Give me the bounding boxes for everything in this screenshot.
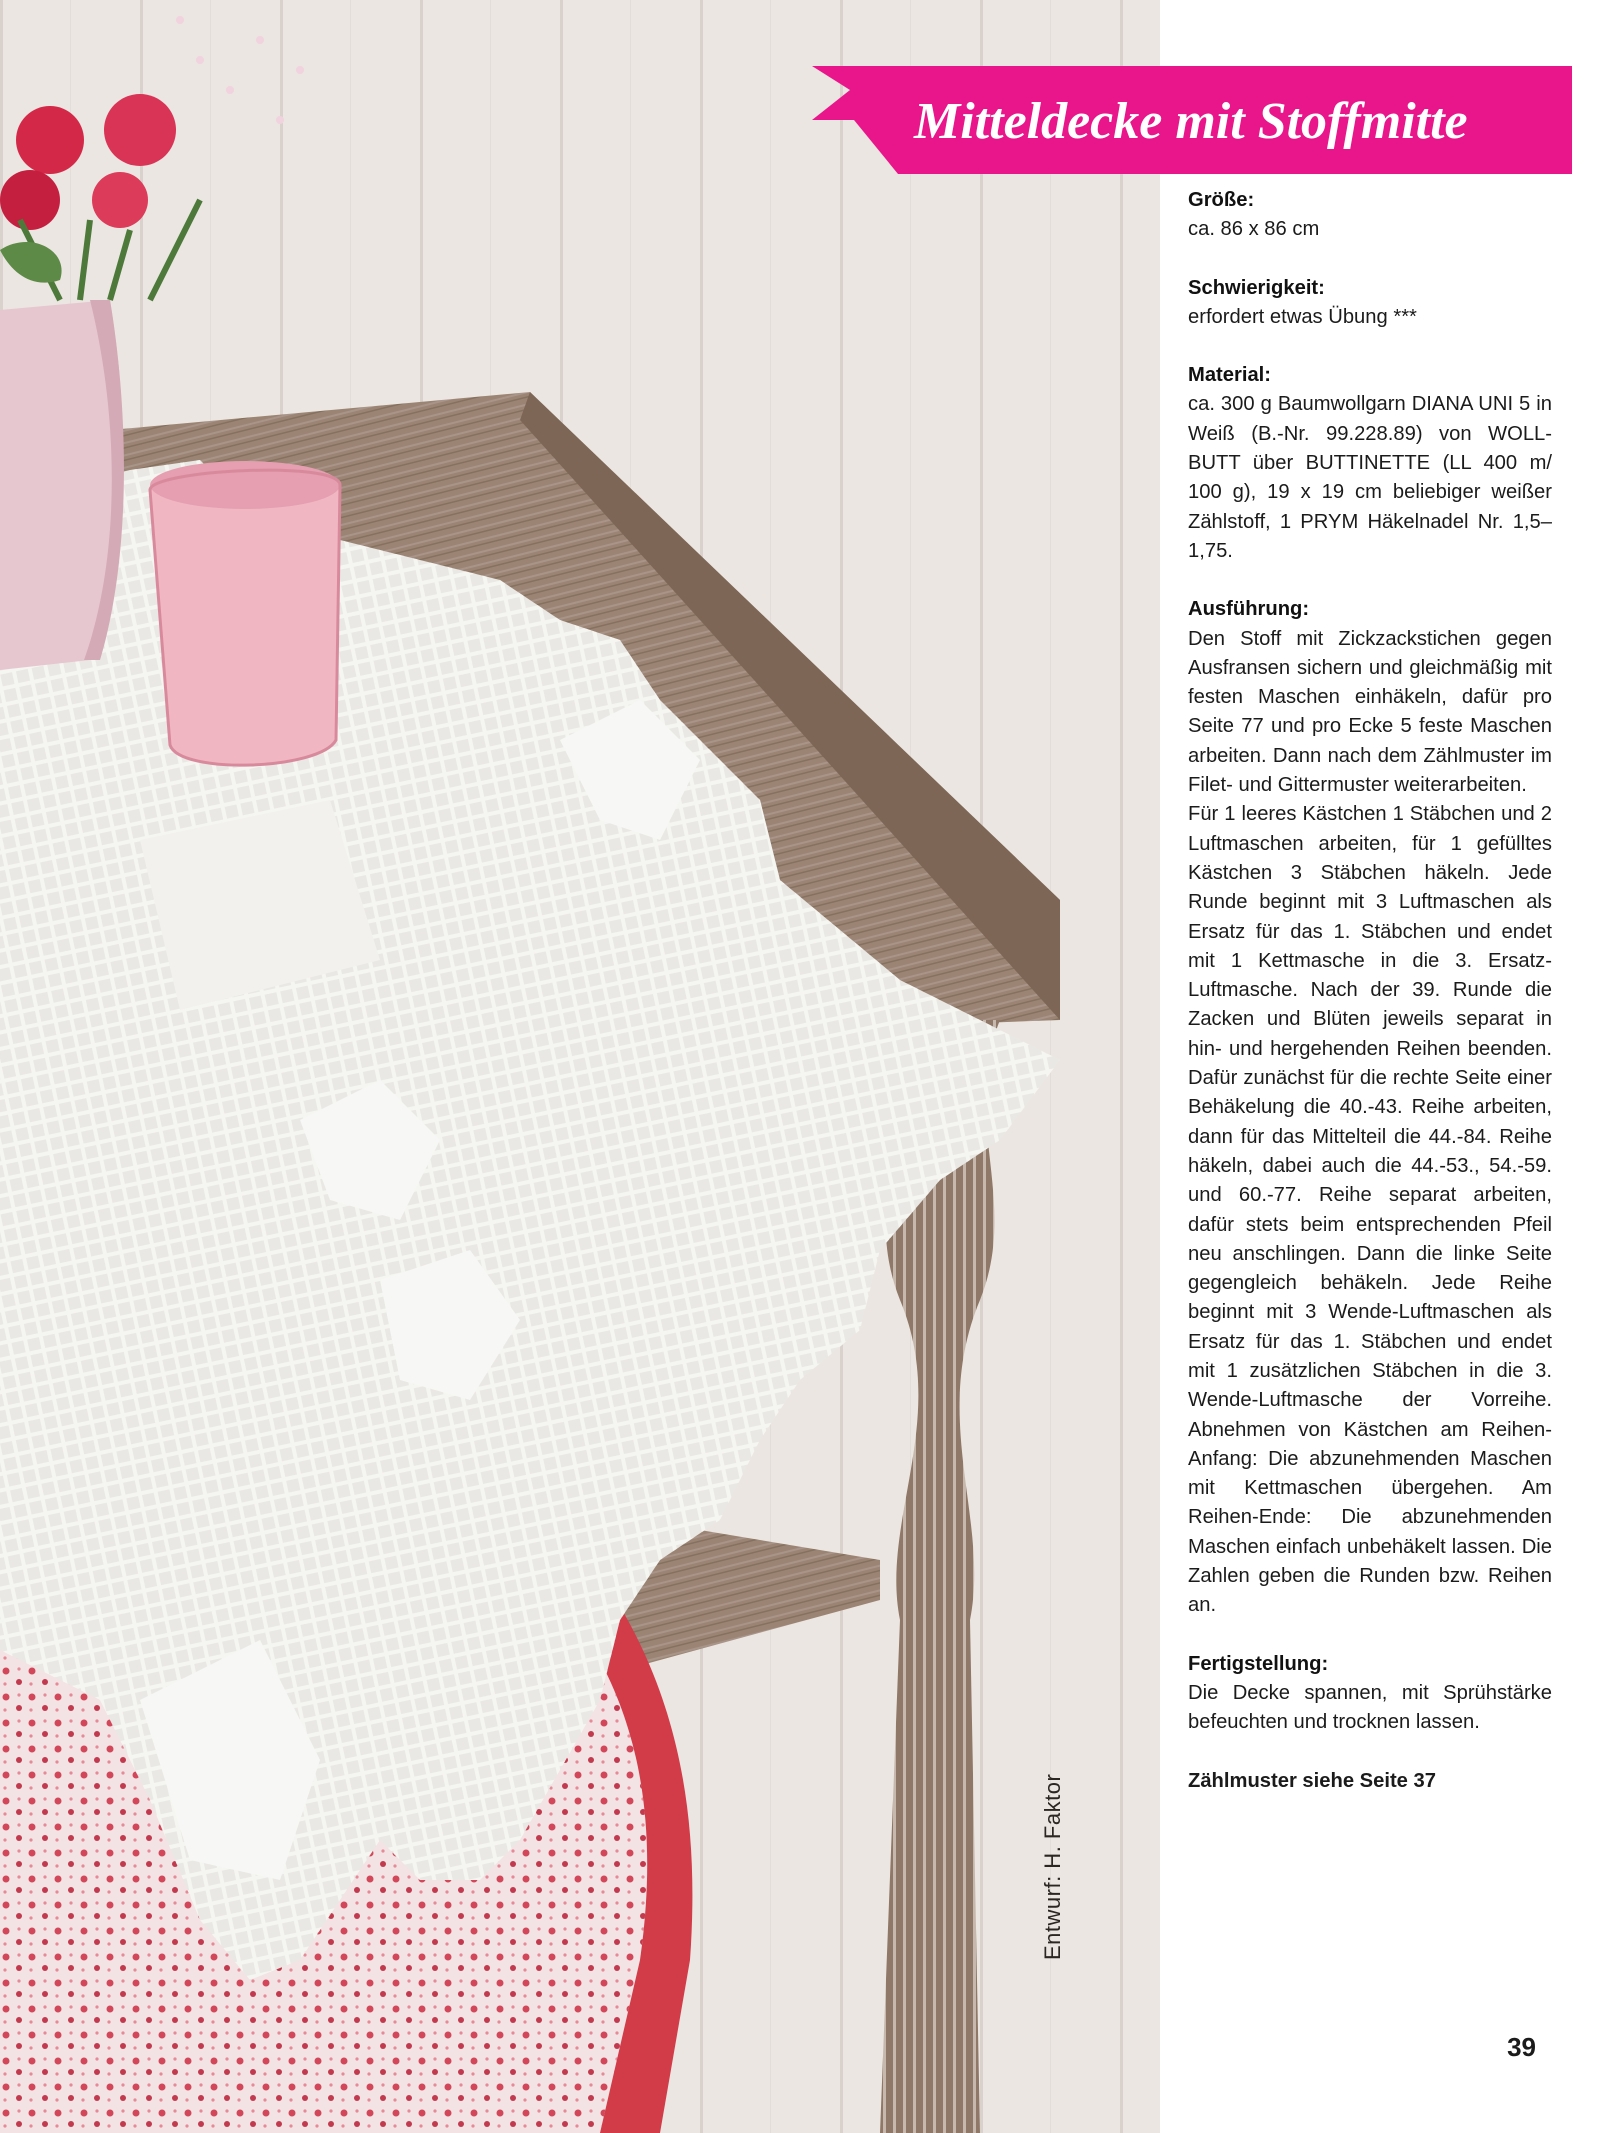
section-heading: Fertigstellung: <box>1188 1652 1329 1675</box>
section-finishing <box>1188 1650 1552 1738</box>
title-banner <box>812 66 1600 174</box>
section-heading: Schwierigkeit: <box>1188 276 1325 299</box>
section-body: Die Decke spannen, mit Sprühstärke befeuchten und trocknen lassen. <box>1188 1681 1552 1734</box>
instructions-column <box>1188 186 1552 1796</box>
section-body: ca. 300 g Baumwollgarn DIANA UNI 5 in Weiß (B.-Nr. 99.228.89) von WOLL-BUTT über BUTTINETTE (LL 400 m/ 100 g), 19 x 19 cm beliebiger weißer Zählstoff, 1 PRYM Häkelnadel Nr. 1,5–1,75. <box>1188 393 1552 562</box>
section-heading: Ausführung: <box>1188 598 1310 621</box>
chart-reference: Zählmuster siehe Seite 37 <box>1188 1769 1436 1792</box>
section-body: erfordert etwas Übung *** <box>1188 305 1417 328</box>
section-execution <box>1188 595 1552 1620</box>
section-heading: Größe: <box>1188 189 1255 211</box>
page-number: 39 <box>1507 2032 1536 2062</box>
section-heading: Material: <box>1188 364 1272 387</box>
photo-credit: Entwurf: H. Faktor <box>1040 1773 1065 1960</box>
section-material <box>1188 361 1552 566</box>
section-size <box>1188 186 1552 245</box>
section-body: ca. 86 x 86 cm <box>1188 218 1320 241</box>
page-title: Mitteldecke mit Stoffmitte <box>914 93 1468 150</box>
section-body: Den Stoff mit Zickzackstichen gegen Ausfransen sichern und gleichmäßig mit festen Maschen einhäkeln, dafür pro Seite 77 und pro Ecke 5 feste Maschen arbeiten. Dann nach dem Zählmuster im Filet- und Gittermuster weiterarbeiten. Für 1 leeres Kästchen 1 Stäbchen und 2 Luftmaschen arbeiten, für 1 gefülltes Kästchen 3 Stäbchen häkeln. Jede Runde beginnt mit 3 Luftmaschen als Ersatz für das 1. Stäbchen und endet mit 1 Kettmasche in die 3. Ersatz-Luftmasche. Nach der 39. Runde die Zacken und Blüten jeweils separat in hin- und hergehenden Reihen beenden. Dafür zunächst für die rechte Seite einer Behäkelung die 40.-43. Reihe arbeiten, dann für das Mittelteil die 44.-84. Reihe häkeln, dabei auch die 44.-53., 54.-59. und 60.-77. Reihe separat arbeiten, dafür stets beim entsprechenden Pfeil neu anschlingen. Dann die linke Seite gegengleich behäkeln. Jede Reihe beginnt mit 3 Wende-Luftmaschen als Ersatz für das 1. Stäbchen und endet mit 1 zusätzlichen Stäbchen in die 3. Wende-Luftmasche der Vorreihe. Abnehmen von Kästchen am Reihen-Anfang: Die abzunehmenden Maschen mit Kettmaschen übergehen. Am Reihen-Ende: Die abzunehmenden Maschen einfach unbehäkelt lassen. Die Zahlen geben die Runden bzw. Reihen an. <box>1188 627 1552 1617</box>
section-difficulty <box>1188 274 1552 333</box>
